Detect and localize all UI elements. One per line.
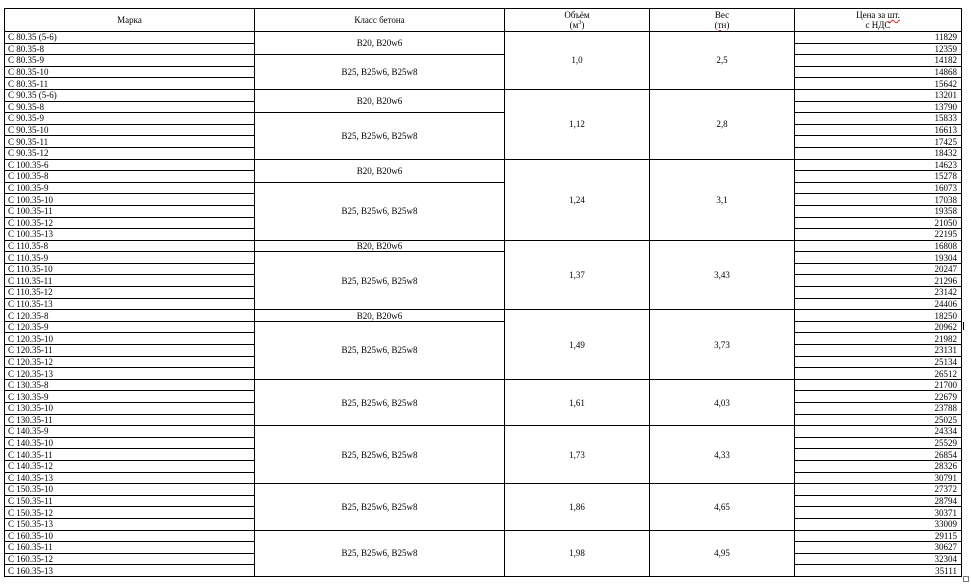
price-cell: 14182 (795, 55, 962, 67)
price-cell: 25134 (795, 356, 962, 368)
price-cell: 15642 (795, 78, 962, 90)
marka-cell: С 150.35-13 (5, 518, 255, 530)
concrete-class-cell: В20, В20w6 (255, 240, 505, 252)
concrete-class-cell: В20, В20w6 (255, 89, 505, 112)
table-row (5, 240, 962, 252)
concrete-class-cell: В20, В20w6 (255, 159, 505, 182)
marka-cell: С 110.35-11 (5, 275, 255, 287)
price-table (4, 8, 962, 577)
price-cell: 15278 (795, 171, 962, 183)
table-row (5, 310, 962, 322)
price-cell: 16073 (795, 182, 962, 194)
header-row (5, 9, 962, 32)
weight-cell: 3,1 (650, 159, 795, 240)
table-row (5, 113, 962, 125)
weight-cell: 4,95 (650, 530, 795, 576)
concrete-class-cell: В20, В20w6 (255, 32, 505, 55)
marka-cell: С 110.35-12 (5, 287, 255, 299)
concrete-class-cell: В25, В25w6, В25w8 (255, 426, 505, 484)
marka-cell: С 90.35-10 (5, 124, 255, 136)
price-cell: 23142 (795, 287, 962, 299)
marka-cell: С 160.35-11 (5, 542, 255, 554)
table-row (5, 32, 962, 44)
price-cell: 29115 (795, 530, 962, 542)
price-cell: 35111 (795, 565, 962, 577)
marka-cell: С 140.35-11 (5, 449, 255, 461)
marka-cell: С 130.35-10 (5, 403, 255, 415)
weight-cell: 3,43 (650, 240, 795, 310)
price-cell: 22679 (795, 391, 962, 403)
marka-cell: С 80.35-8 (5, 43, 255, 55)
weight-cell: 4,33 (650, 426, 795, 484)
marka-cell: С 120.35-11 (5, 345, 255, 357)
price-cell: 13790 (795, 101, 962, 113)
marka-cell: С 90.35 (5-6) (5, 89, 255, 101)
marka-cell: С 120.35-12 (5, 356, 255, 368)
price-cell: 23131 (795, 345, 962, 357)
marka-cell: С 90.35-12 (5, 147, 255, 159)
marka-cell: С 110.35-9 (5, 252, 255, 264)
header-concrete-class: Класс бетона (255, 9, 505, 32)
price-cell: 28326 (795, 460, 962, 472)
right-margin-marker (963, 322, 964, 330)
volume-cell: 1,86 (505, 484, 650, 530)
volume-cell: 1,98 (505, 530, 650, 576)
table-row (5, 159, 962, 171)
marka-cell: С 140.35-10 (5, 437, 255, 449)
header-volume (505, 9, 650, 32)
concrete-class-cell: В25, В25w6, В25w8 (255, 530, 505, 576)
price-cell: 20962 (795, 321, 962, 333)
price-cell: 25025 (795, 414, 962, 426)
table-row (5, 426, 962, 438)
marka-cell: С 110.35-13 (5, 298, 255, 310)
marka-cell: С 80.35-10 (5, 66, 255, 78)
table-row (5, 321, 962, 333)
volume-cell: 1,49 (505, 310, 650, 380)
table-row (5, 182, 962, 194)
marka-cell: С 140.35-9 (5, 426, 255, 438)
price-cell: 17425 (795, 136, 962, 148)
concrete-class-cell: В25, В25w6, В25w8 (255, 379, 505, 425)
header-price-line1: Цена за шт. (856, 10, 900, 20)
concrete-class-cell: В25, В25w6, В25w8 (255, 252, 505, 310)
concrete-class-cell: В25, В25w6, В25w8 (255, 113, 505, 159)
price-cell: 20247 (795, 263, 962, 275)
price-cell: 33009 (795, 518, 962, 530)
marka-cell: С 100.35-12 (5, 217, 255, 229)
price-cell: 30371 (795, 507, 962, 519)
marka-cell: С 120.35-9 (5, 321, 255, 333)
marka-cell: С 120.35-10 (5, 333, 255, 345)
header-weight (650, 9, 795, 32)
price-cell: 30627 (795, 542, 962, 554)
table-row (5, 55, 962, 67)
table-row (5, 530, 962, 542)
marka-cell: С 100.35-10 (5, 194, 255, 206)
table-row (5, 484, 962, 496)
marka-cell: С 90.35-9 (5, 113, 255, 125)
marka-cell: С 140.35-12 (5, 460, 255, 472)
price-cell: 30791 (795, 472, 962, 484)
price-cell: 16808 (795, 240, 962, 252)
weight-cell: 4,03 (650, 379, 795, 425)
marka-cell: С 130.35-9 (5, 391, 255, 403)
price-cell: 28794 (795, 495, 962, 507)
volume-cell: 1,0 (505, 32, 650, 90)
price-cell: 26512 (795, 368, 962, 380)
marka-cell: С 100.35-8 (5, 171, 255, 183)
price-cell: 21296 (795, 275, 962, 287)
marka-cell: С 130.35-8 (5, 379, 255, 391)
marka-cell: С 120.35-8 (5, 310, 255, 322)
price-cell: 25529 (795, 437, 962, 449)
price-cell: 17038 (795, 194, 962, 206)
price-cell: 11829 (795, 32, 962, 44)
price-cell: 18250 (795, 310, 962, 322)
table-row (5, 252, 962, 264)
price-cell: 15833 (795, 113, 962, 125)
header-price-line2: с НДС (865, 20, 891, 30)
volume-cell: 1,37 (505, 240, 650, 310)
header-price (795, 9, 962, 32)
marka-cell: С 100.35-13 (5, 229, 255, 241)
table-row (5, 89, 962, 101)
marka-cell: С 110.35-10 (5, 263, 255, 275)
price-cell: 24334 (795, 426, 962, 438)
price-cell: 19358 (795, 205, 962, 217)
volume-cell: 1,24 (505, 159, 650, 240)
marka-cell: С 80.35 (5-6) (5, 32, 255, 44)
weight-cell: 2,5 (650, 32, 795, 90)
marka-cell: С 90.35-8 (5, 101, 255, 113)
concrete-class-cell: В20, В20w6 (255, 310, 505, 322)
weight-cell: 2,8 (650, 89, 795, 159)
price-cell: 13201 (795, 89, 962, 101)
concrete-class-cell: В25, В25w6, В25w8 (255, 484, 505, 530)
header-weight-unit: (тн) (714, 20, 730, 30)
price-cell: 21050 (795, 217, 962, 229)
marka-cell: С 100.35-6 (5, 159, 255, 171)
marka-cell: С 120.35-13 (5, 368, 255, 380)
price-cell: 24406 (795, 298, 962, 310)
header-weight-label: Вес (714, 10, 730, 20)
volume-cell: 1,73 (505, 426, 650, 484)
marka-cell: С 150.35-10 (5, 484, 255, 496)
header-volume-unit: $(м^3)$ (569, 20, 585, 30)
volume-cell: 1,61 (505, 379, 650, 425)
price-cell: 27372 (795, 484, 962, 496)
marka-cell: С 160.35-12 (5, 553, 255, 565)
weight-cell: 3,73 (650, 310, 795, 380)
price-cell: 26854 (795, 449, 962, 461)
marka-cell: С 160.35-10 (5, 530, 255, 542)
marka-cell: С 100.35-11 (5, 205, 255, 217)
price-cell: 32304 (795, 553, 962, 565)
weight-cell: 4,65 (650, 484, 795, 530)
price-cell: 23788 (795, 403, 962, 415)
marka-cell: С 160.35-13 (5, 565, 255, 577)
header-volume-label: Объём (564, 10, 590, 20)
price-cell: 21982 (795, 333, 962, 345)
header-marka: Марка (5, 9, 255, 32)
marka-cell: С 140.35-13 (5, 472, 255, 484)
marka-cell: С 110.35-8 (5, 240, 255, 252)
marka-cell: С 130.35-11 (5, 414, 255, 426)
table-resize-handle[interactable] (963, 576, 969, 582)
price-cell: 14623 (795, 159, 962, 171)
marka-cell: С 80.35-9 (5, 55, 255, 67)
price-cell: 18432 (795, 147, 962, 159)
marka-cell: С 150.35-12 (5, 507, 255, 519)
concrete-class-cell: В25, В25w6, В25w8 (255, 321, 505, 379)
volume-cell: 1,12 (505, 89, 650, 159)
marka-cell: С 80.35-11 (5, 78, 255, 90)
price-cell: 21700 (795, 379, 962, 391)
table-row (5, 379, 962, 391)
price-cell: 19304 (795, 252, 962, 264)
price-cell: 14868 (795, 66, 962, 78)
price-cell: 12359 (795, 43, 962, 55)
price-cell: 16613 (795, 124, 962, 136)
price-cell: 22195 (795, 229, 962, 241)
marka-cell: С 150.35-11 (5, 495, 255, 507)
marka-cell: С 100.35-9 (5, 182, 255, 194)
concrete-class-cell: В25, В25w6, В25w8 (255, 182, 505, 240)
concrete-class-cell: В25, В25w6, В25w8 (255, 55, 505, 90)
marka-cell: С 90.35-11 (5, 136, 255, 148)
